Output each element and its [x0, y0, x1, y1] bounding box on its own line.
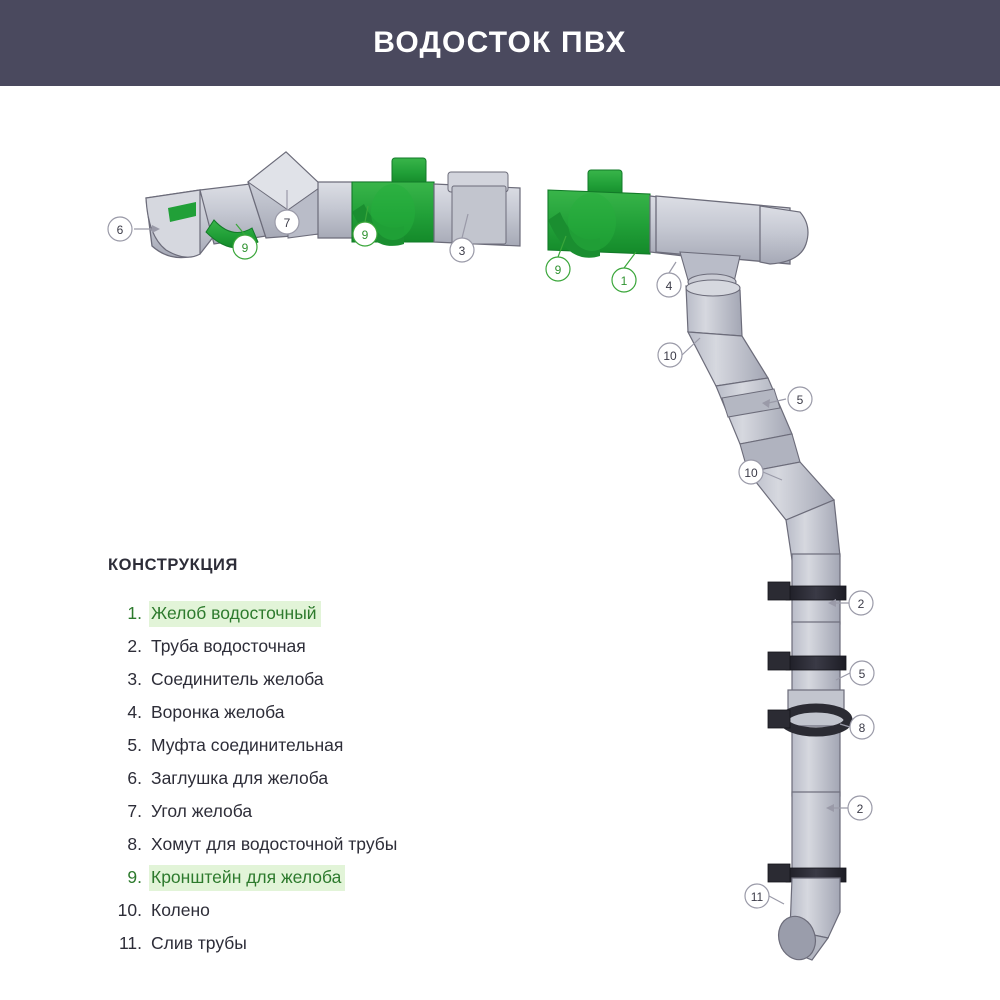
legend-item[interactable] [108, 667, 528, 689]
page-header [0, 0, 1000, 86]
downpipe-assembly [686, 280, 848, 964]
legend-item[interactable] [108, 832, 528, 854]
page-title: ВОДОСТОК ПВХ [373, 26, 627, 59]
callout-label: 9 [361, 228, 369, 242]
legend-item-label: Труба водосточная [151, 636, 306, 656]
callout-label: 7 [283, 216, 291, 230]
legend-panel [108, 556, 528, 964]
legend-item-number: 8. [127, 834, 142, 854]
legend-item-number: 5. [127, 735, 142, 755]
gutter-run [146, 152, 808, 290]
callout-7[interactable] [275, 210, 299, 234]
callout-4[interactable] [657, 273, 681, 297]
legend-item-label: Угол желоба [151, 801, 253, 821]
legend-item-number: 3. [127, 669, 142, 689]
callout-3[interactable] [450, 238, 474, 262]
legend-item-label: Желоб водосточный [149, 601, 321, 627]
callout-9[interactable] [546, 257, 570, 281]
callout-label: 9 [554, 263, 562, 277]
callout-label: 5 [796, 393, 804, 407]
legend-item-number: 10. [117, 900, 142, 920]
callout-9[interactable] [353, 222, 377, 246]
legend-item-number: 6. [127, 768, 142, 788]
legend-item[interactable] [108, 931, 528, 953]
legend-item-label: Муфта соединительная [151, 735, 344, 755]
callout-label: 11 [750, 890, 764, 904]
callout-6[interactable] [108, 217, 132, 241]
legend-item[interactable] [108, 601, 528, 623]
legend-item-number: 2. [127, 636, 142, 656]
callout-label: 6 [116, 223, 124, 237]
callout-label: 1 [620, 274, 628, 288]
callout-label: 5 [858, 667, 866, 681]
callout-9[interactable] [233, 235, 257, 259]
callout-10[interactable] [658, 343, 682, 367]
legend-item[interactable] [108, 733, 528, 755]
legend-item[interactable] [108, 700, 528, 722]
callout-8[interactable] [850, 715, 874, 739]
callout-1[interactable] [612, 268, 636, 292]
pipe-slanted [716, 378, 800, 472]
callout-5[interactable] [850, 661, 874, 685]
pipe-drain-11 [773, 878, 840, 964]
legend-title: КОНСТРУКЦИЯ [108, 556, 238, 574]
callout-5[interactable] [788, 387, 812, 411]
legend-item-label: Хомут для водосточной трубы [151, 834, 398, 854]
callout-label: 3 [458, 244, 466, 258]
legend-item-label: Кронштейн для желоба [149, 865, 345, 891]
elbow-10-top [686, 280, 768, 386]
legend-item[interactable] [108, 634, 528, 656]
gutter-right-end [760, 206, 808, 264]
legend-item-number: 11. [118, 933, 142, 953]
callout-2[interactable] [848, 796, 872, 820]
callout-label: 9 [241, 241, 249, 255]
callout-label: 8 [858, 721, 866, 735]
legend-item-number: 9. [127, 867, 142, 887]
callout-label: 10 [744, 466, 758, 480]
callout-label: 2 [857, 597, 865, 611]
legend-item[interactable] [108, 766, 528, 788]
callout-label: 4 [665, 279, 673, 293]
callout-10[interactable] [739, 460, 763, 484]
legend-item-label: Колено [151, 900, 210, 920]
legend-item-number: 1. [127, 603, 142, 623]
legend-item-number: 7. [127, 801, 142, 821]
legend-item[interactable] [108, 799, 528, 821]
callout-11[interactable] [745, 884, 769, 908]
callout-label: 10 [663, 349, 677, 363]
legend-item-label: Соединитель желоба [151, 669, 324, 689]
legend-item[interactable] [108, 898, 528, 920]
legend-item-label: Заглушка для желоба [151, 768, 329, 788]
legend-list [108, 601, 528, 953]
callout-label: 2 [856, 802, 864, 816]
legend-item-number: 4. [127, 702, 142, 722]
callout-2[interactable] [849, 591, 873, 615]
gutter-connector-3 [448, 172, 508, 244]
legend-item-label: Воронка желоба [151, 702, 285, 722]
legend-item-label: Слив трубы [151, 933, 247, 953]
legend-item[interactable] [108, 865, 528, 887]
